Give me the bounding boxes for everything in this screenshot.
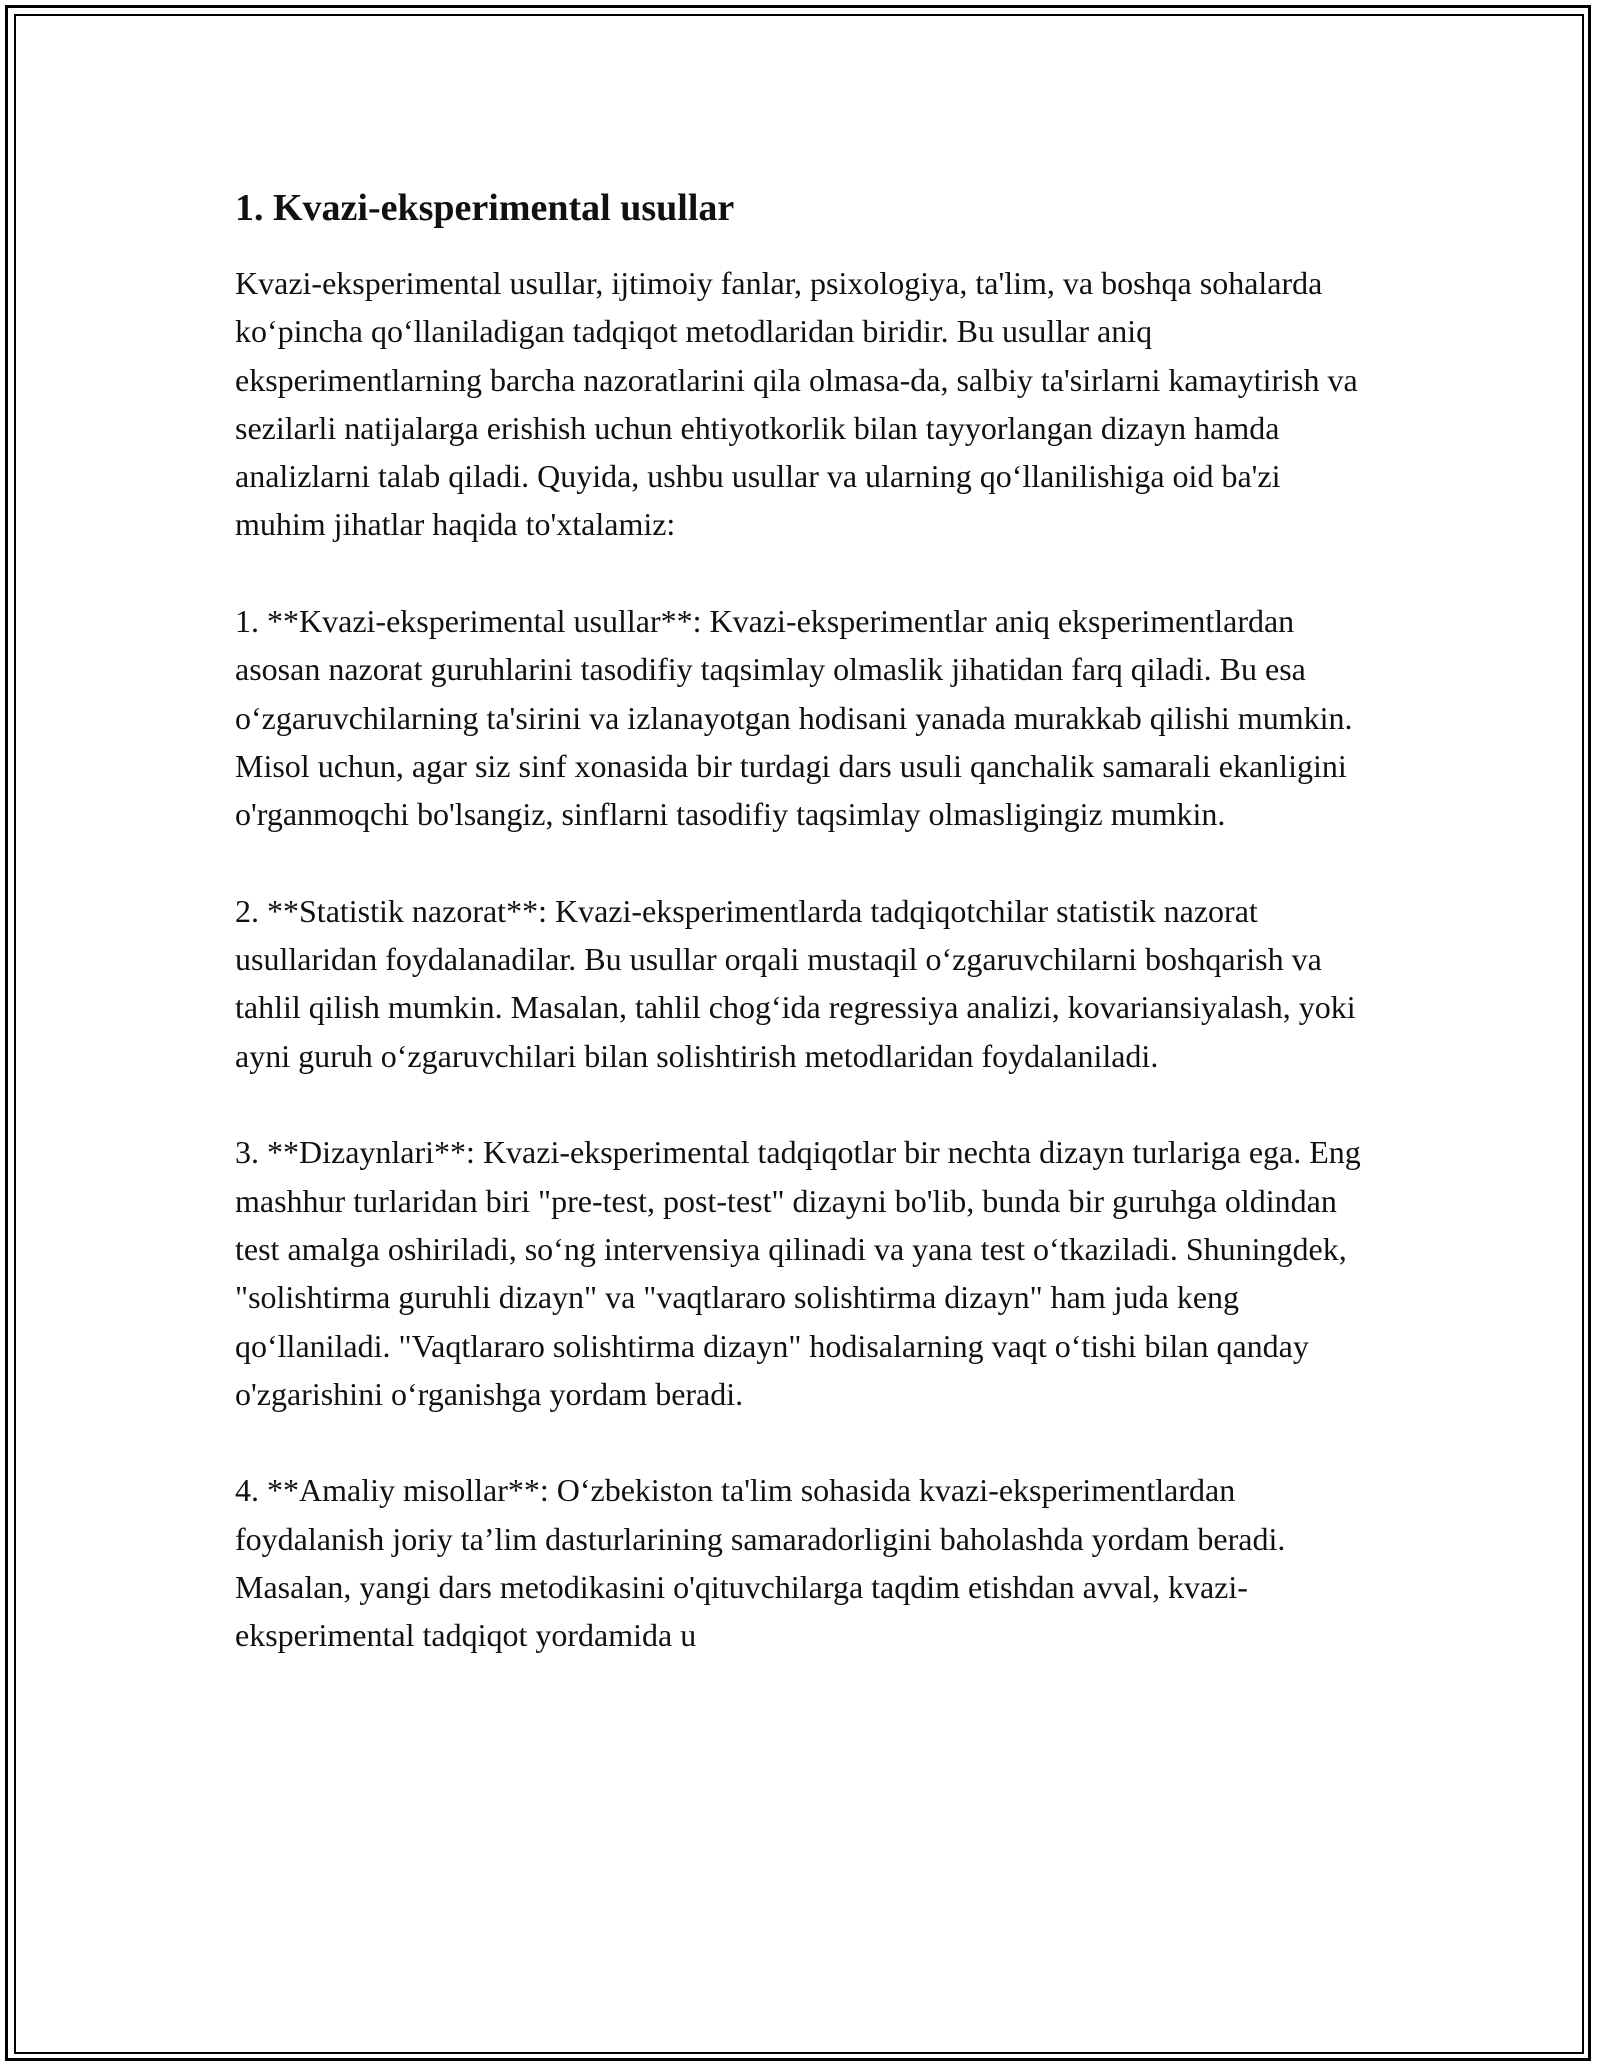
section-paragraph-1: 1. **Kvazi-eksperimental usullar**: Kvazi-eksperimentlar aniq eksperimentlardan asosan nazorat guruhlarini tasodifiy taqsimlay olmaslik jihatidan farq qiladi. Bu esa o‘zgaruvchilarning ta'sirini va izlanayotgan hodisani yanada murakkab qilishi mumkin. Misol uchun, agar siz sinf xonasida bir turdagi dars usuli qanchalik samarali ekanligini o'rganmoqchi bo'lsangiz, sinflarni tasodifiy taqsimlay olmasligingiz mumkin.: [235, 603, 1353, 833]
section-paragraph-3: 3. **Dizaynlari**: Kvazi-eksperimental tadqiqotlar bir nechta dizayn turlariga ega. Eng mashhur turlaridan biri "pre-test, post-test" dizayni bo'lib, bunda bir guruhga oldindan test amalga oshiriladi, so‘ng intervensiya qilinadi va yana test o‘tkaziladi. Shuningdek, "solishtirma guruhli dizayn" va "vaqtlararo solishtirma dizayn" ham juda keng qo‘llaniladi. "Vaqtlararo solishtirma dizayn" hodisalarning vaqt o‘tishi bilan qanday o'zgarishini o‘rganishga yordam beradi.: [235, 1134, 1361, 1412]
section-paragraph-2: 2. **Statistik nazorat**: Kvazi-eksperimentlarda tadqiqotchilar statistik nazorat usullaridan foydalanadilar. Bu usullar orqali mustaqil o‘zgaruvchilarni boshqarish va tahlil qilish mumkin. Masalan, tahlil chog‘ida regressiya analizi, kovariansiyalash, yoki ayni guruh o‘zgaruvchilari bilan solishtirish metodlaridan foydalaniladi.: [235, 892, 1356, 1074]
document-body: [235, 185, 1370, 1708]
document-title: 1. Kvazi-eksperimental usullar: [235, 187, 735, 229]
section-paragraph-4: 4. **Amaliy misollar**: O‘zbekiston ta'lim sohasida kvazi-eksperimentlardan foydalanish joriy ta’lim dasturlarining samaradorligini baholashda yordam beradi. Masalan, yangi dars metodikasini o'qituvchilarga taqdim etishdan avval, kvazi-eksperimental tadqiqot yordamida u: [235, 1472, 1286, 1654]
intro-paragraph: Kvazi-eksperimental usullar, ijtimoiy fanlar, psixologiya, ta'lim, va boshqa sohalarda ko‘pincha qo‘llaniladigan tadqiqot metodlaridan biridir. Bu usullar aniq eksperimentlarning barcha nazoratlarini qila olmasa-da, salbiy ta'sirlarni kamaytirish va sezilarli natijalarga erishish uchun ehtiyotkorlik bilan tayyorlangan dizayn hamda analizlarni talab qiladi. Quyida, ushbu usullar va ularning qo‘llanilishiga oid ba'zi muhim jihatlar haqida to'xtalamiz:: [235, 265, 1358, 543]
